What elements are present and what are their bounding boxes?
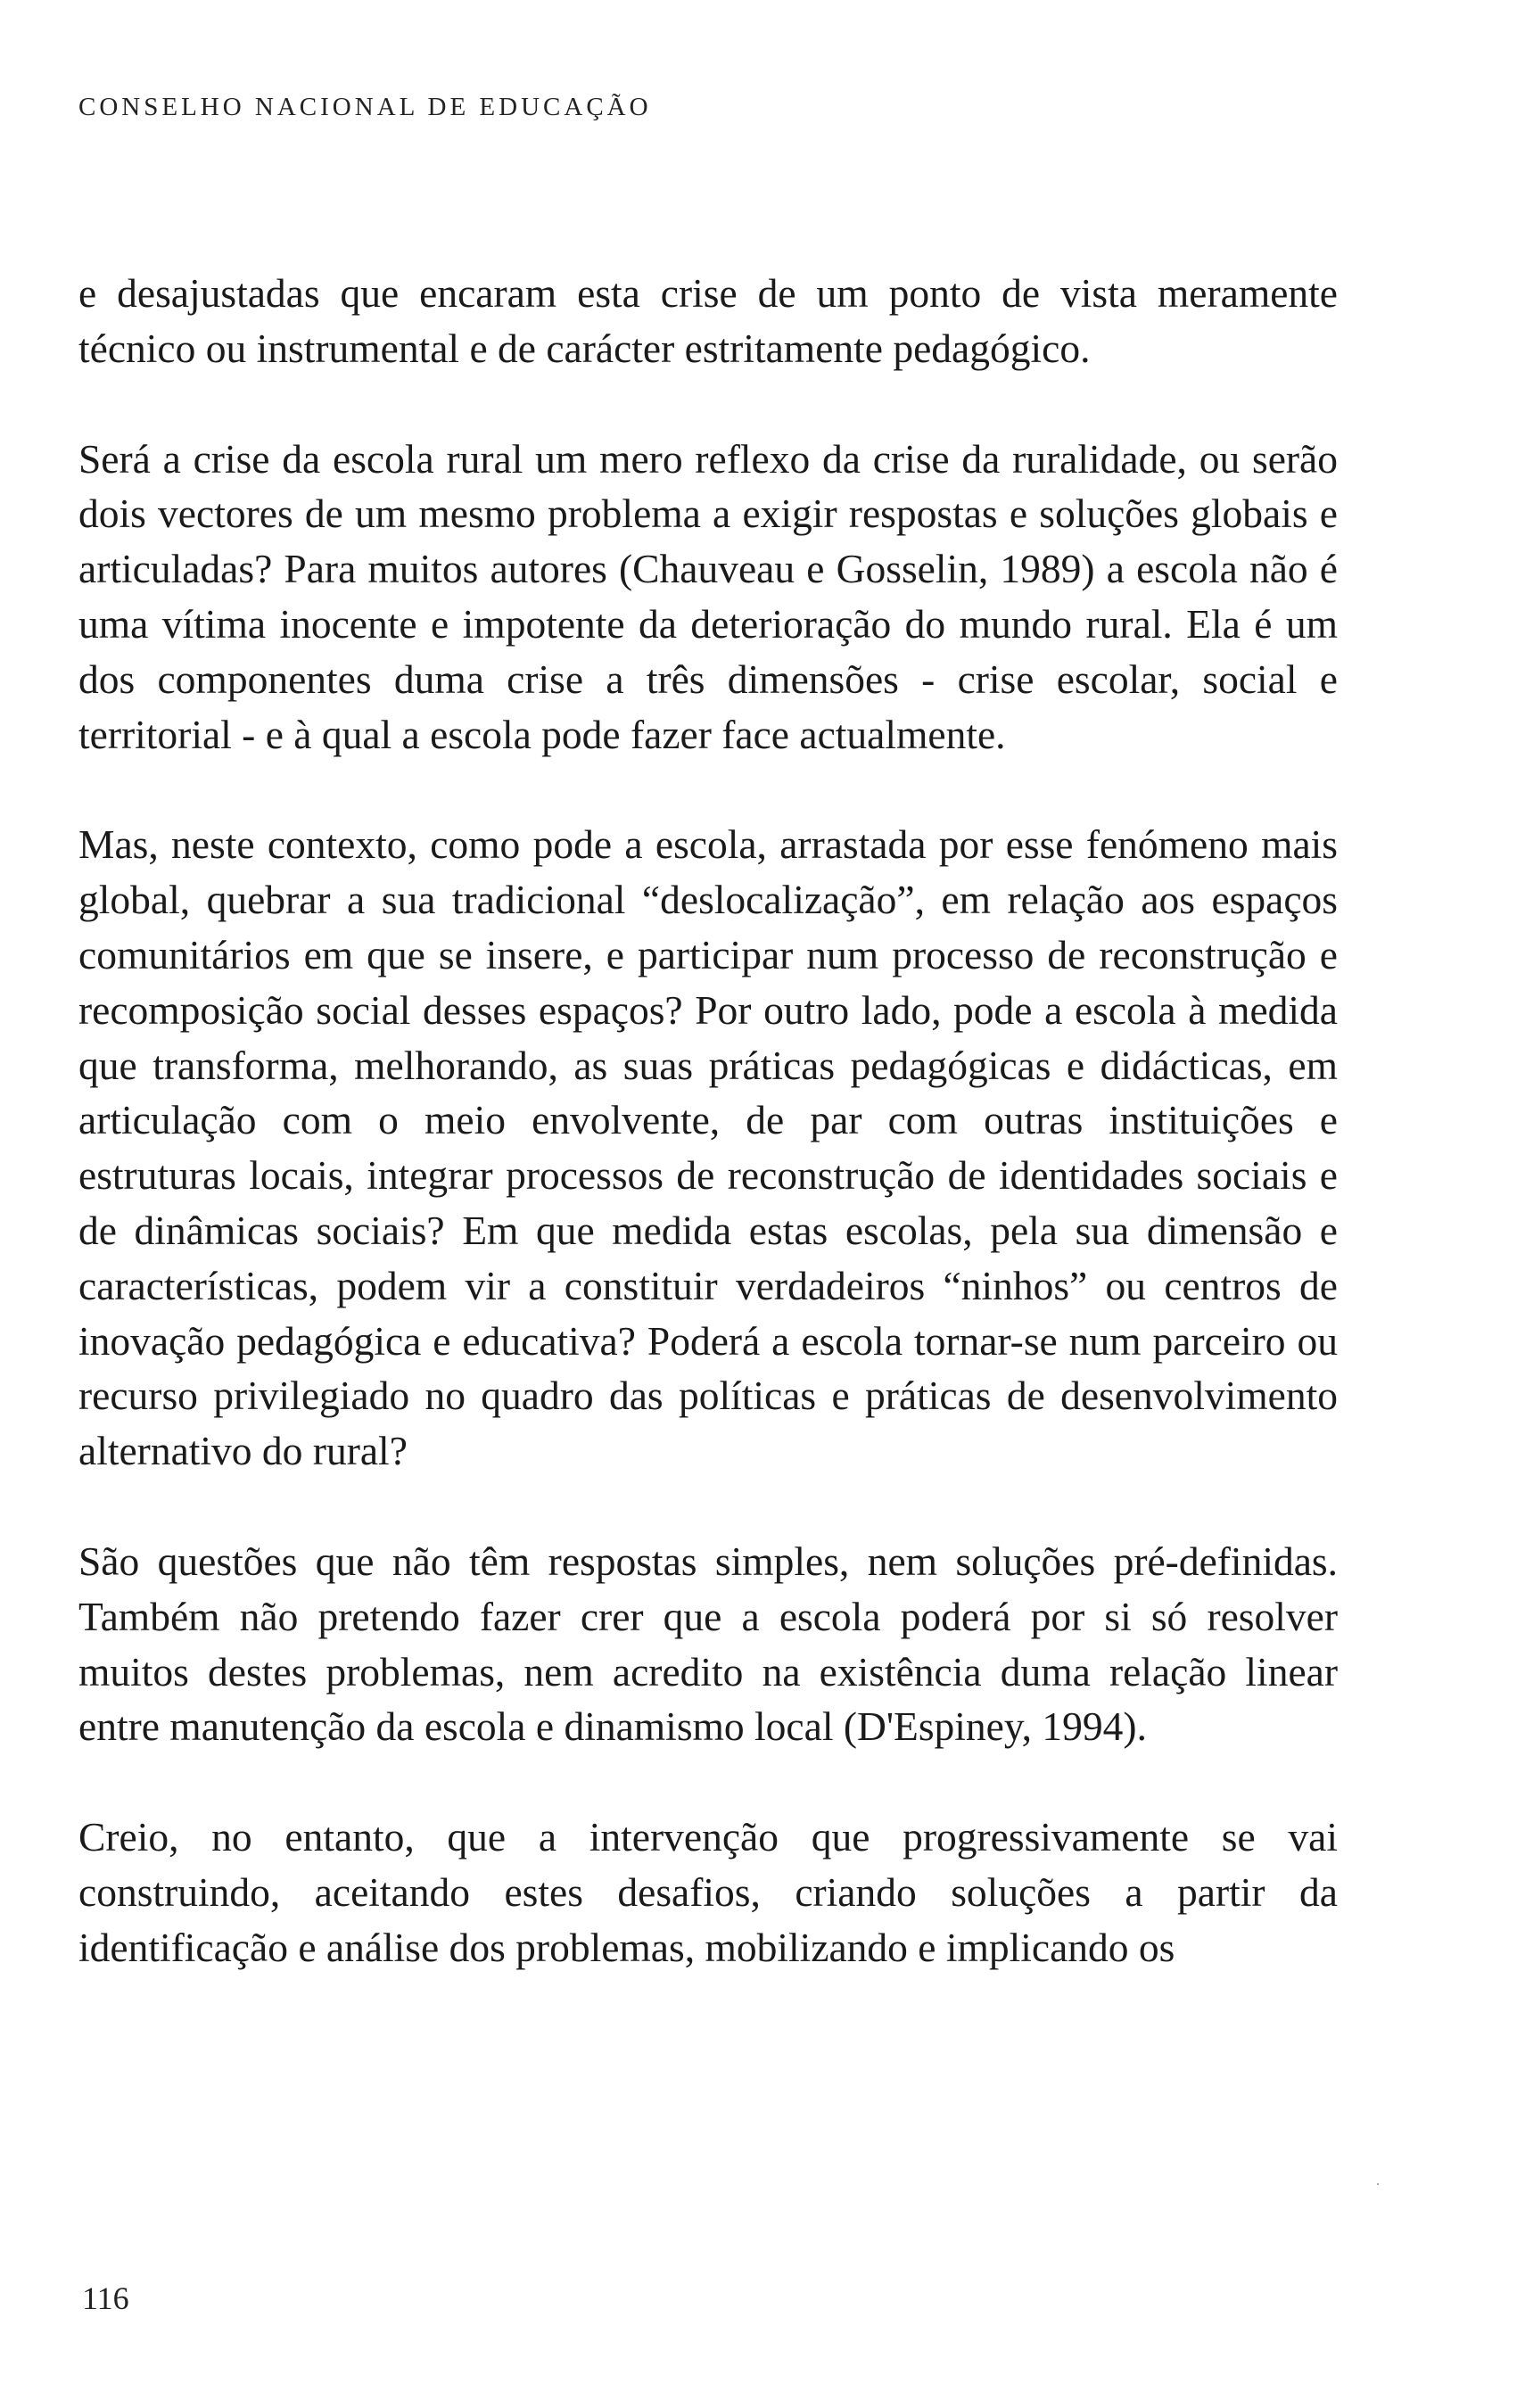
running-header: CONSELHO NACIONAL DE EDUCAÇÃO	[78, 93, 652, 121]
paragraph-no-simple-answers: São questões que não têm respostas simples, nem soluções pré-definidas. Também não pretendo fazer crer que a escola poderá por si só resolver muitos destes problemas, nem acredito na existência duma relação linear entre manutenção da escola e dinamismo local (D'Espiney, 1994).	[78, 1538, 1338, 1750]
paragraph-intervention: Creio, no entanto, que a intervenção que progressivamente se vai construindo, aceitando estes desafios, criando soluções a partir da identificação e análise dos problemas, mobilizando e implicando os	[78, 1814, 1338, 1970]
page-number: 116	[82, 2280, 129, 2316]
paragraph-school-questions: Mas, neste contexto, como pode a escola, arrastada por esse fenómeno mais global, quebrar a sua tradicional “deslocalização”, em relação aos espaços comunitários em que se insere, e participar num processo de reconstrução e recomposição social desses espaços? Por outro lado, pode a escola à medida que transforma, melhorando, as suas práticas pedagógicas e didácticas, em articulação com o meio envolvente, de par com outras instituições e estruturas locais, integrar processos de reconstrução de identidades sociais e de dinâmicas sociais? Em que medida estas escolas, pela sua dimensão e características, podem vir a constituir verdadeiros “ninhos” ou centros de inovação pedagógica e educativa? Poderá a escola tornar-se num parceiro ou recurso privilegiado no quadro das políticas e práticas de desenvolvimento alternativo do rural?	[78, 821, 1338, 1474]
paragraph-continuation: e desajustadas que encaram esta crise de um ponto de vista meramente técnico ou instrumental e de carácter estritamente pedagógico.	[78, 270, 1338, 371]
body-text	[78, 266, 1338, 2031]
paragraph-rural-crisis: Será a crise da escola rural um mero reflexo da crise da ruralidade, ou serão dois vectores de um mesmo problema a exigir respostas e soluções globais e articuladas? Para muitos autores (Chauveau e Gosselin, 1989) a escola não é uma vítima inocente e impotente da deterioração do mundo rural. Ela é um dos componentes duma crise a três dimensões - crise escolar, social e territorial - e à qual a escola pode fazer face actualmente.	[78, 435, 1338, 757]
scan-speck	[1377, 2183, 1379, 2185]
